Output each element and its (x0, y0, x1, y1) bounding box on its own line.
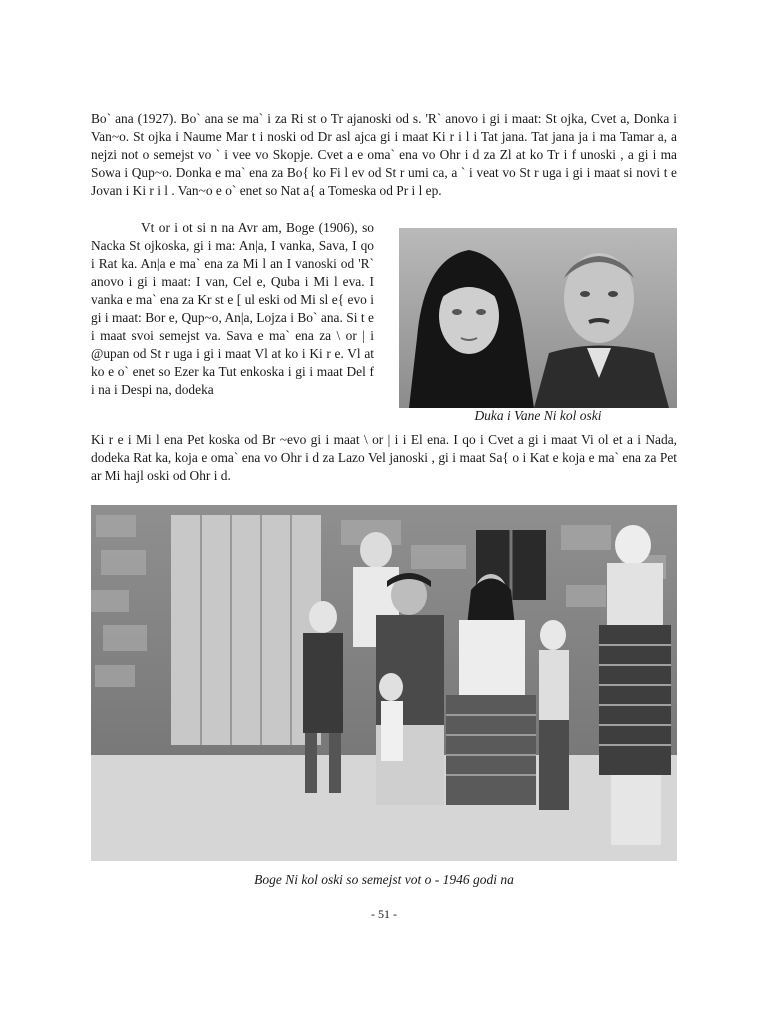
page-number: - 51 - (371, 907, 397, 921)
family-image (91, 505, 677, 861)
family-photo (91, 505, 677, 861)
paragraph-continuation: Ki r e i Mi l ena Pet koska od Br ~evo gi i maat \ or | i i El ena. I qo i Cvet a gi i maat Vi ol et a i Nada, dodeka Rat ka, koja e oma` ena vo Ohr i d za Lazo Vel janoski , gi i maat Sa{ o i Kat e koja e ma` ena za Pet ar Mi hajl oski od Ohr i d. (91, 432, 677, 483)
portrait-image (399, 228, 677, 408)
paragraph-bozana: Bo` ana (1927). Bo` ana se ma` i za Ri st o Tr ajanoski od s. 'R` anovo i gi i maat: St ojka, Cvet a, Donka i Van~o. St ojka i Naume Mar t i noski od Dr asl ajca gi i maat Ki r i l i Tat jana. Tat jana ja i ma Tamar a, a nejzi not o semejst vo ` i vee vo Skopje. Cvet a e oma` ena vo Ohr i d za Zl at ko Tr i f unoski , a gi i ma Sowa i Qup~o. Donka e ma` ena za Bo{ ko Fi l ev od St r umi ca, a ` i veat vo St r uga i gi i maat si novi t e Jovan i Ki r i l . Van~o e o` enet so Nat a{ a Tomeska od Pr i l ep. (91, 111, 677, 198)
paragraph-second-son: Vt or i ot si n na Avr am, Boge (1906), so Nacka St ojkoska, gi i ma: An|a, I vanka, Sava, I qo i Rat ka. An|a e ma` ena za Mi l an I vanoski od 'R` anovo i gi i maat: I van, Cel e, Quba i Mi l eva. I vanka e ma` ena za Kr st e [ ul eski od Mi sl e{ evo i gi i maat: Bor e, Qup~o, An|a, Lojza i Bo` ana. Si t e i maat svoi semejst va. Sava e ma` ena za \ or | i @upan od St r uga i gi i maat Vl at ko i Ki r e. Vl at ko e o` enet so Ezer ka Tut enkoska i gi i maat Del f i na i Despi na, dodeka (91, 220, 374, 397)
family-caption: Boge Ni kol oski so semejst vot o - 1946 godi na (254, 872, 514, 887)
portrait-photo (399, 228, 677, 408)
portrait-caption: Duka i Vane Ni kol oski (474, 408, 602, 423)
